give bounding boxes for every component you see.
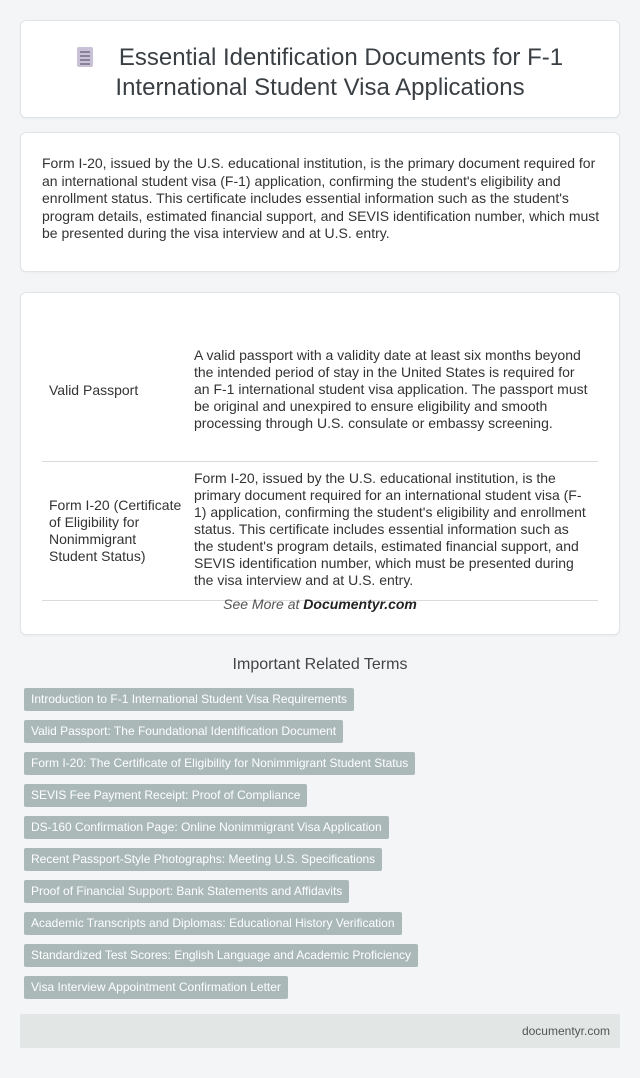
related-term-tag[interactable]: Valid Passport: The Foundational Identification Document <box>24 720 343 743</box>
page-title-line1: Essential Identification Documents for F-1 <box>118 44 564 71</box>
intro-card <box>20 132 620 272</box>
documents-card <box>20 292 620 635</box>
related-term-tag[interactable]: Proof of Financial Support: Bank Statements and Affidavits <box>24 880 349 903</box>
see-more-site: Documentyr.com <box>303 596 417 612</box>
page-title-line2: International Student Visa Applications <box>115 74 525 101</box>
related-term-tag[interactable]: Recent Passport-Style Photographs: Meeting U.S. Specifications <box>24 848 382 871</box>
document-icon <box>77 47 93 67</box>
document-term: Form I-20 (Certificate of Eligibility for Nonimmigrant Student Status) <box>42 461 194 600</box>
page-title <box>21 43 619 103</box>
related-terms-title: Important Related Terms <box>232 656 408 673</box>
related-term-tag[interactable]: Form I-20: The Certificate of Eligibility for Nonimmigrant Student Status <box>24 752 415 775</box>
related-term-tag[interactable]: Visa Interview Appointment Confirmation Letter <box>24 976 288 999</box>
footer-link[interactable]: documentyr.com <box>521 1024 610 1038</box>
see-more-link[interactable] <box>21 596 619 612</box>
document-description: Form I-20, issued by the U.S. educational institution, is the primary document required for an international student visa (F-1) application, confirming the student's eligibility and enrollment status. This certificate includes essential information such as the student's program details, estimated financial support, and SEVIS identification number, which must be presented during the visa interview and at U.S. entry. <box>194 461 598 600</box>
table-row <box>42 461 598 600</box>
intro-paragraph: Form I-20, issued by the U.S. educational institution, is the primary document required for an international student visa (F-1) application, confirming the student's eligibility and enrollment status. This certificate includes essential information such as the student's program details, estimated financial support, and SEVIS identification number, which must be presented during the visa interview and at U.S. entry. <box>42 155 600 241</box>
document-term: Valid Passport <box>42 320 194 461</box>
related-term-tag[interactable]: Standardized Test Scores: English Language and Academic Proficiency <box>24 944 418 967</box>
related-term-tag[interactable]: DS-160 Confirmation Page: Online Nonimmigrant Visa Application <box>24 816 389 839</box>
related-term-tag[interactable]: SEVIS Fee Payment Receipt: Proof of Compliance <box>24 784 307 807</box>
related-term-tag[interactable]: Academic Transcripts and Diplomas: Educational History Verification <box>24 912 402 935</box>
documents-table <box>42 320 598 601</box>
title-card <box>20 20 620 118</box>
related-term-tag[interactable]: Introduction to F-1 International Student Visa Requirements <box>24 688 354 711</box>
see-more-prefix: See More at <box>223 596 300 612</box>
table-row <box>42 320 598 461</box>
footer-bar <box>20 1014 620 1048</box>
document-description: A valid passport with a validity date at least six months beyond the intended period of stay in the United States is required for an F-1 international student visa application. The passport must be original and unexpired to ensure eligibility and smooth processing through U.S. consulate or embassy screening. <box>194 320 598 461</box>
